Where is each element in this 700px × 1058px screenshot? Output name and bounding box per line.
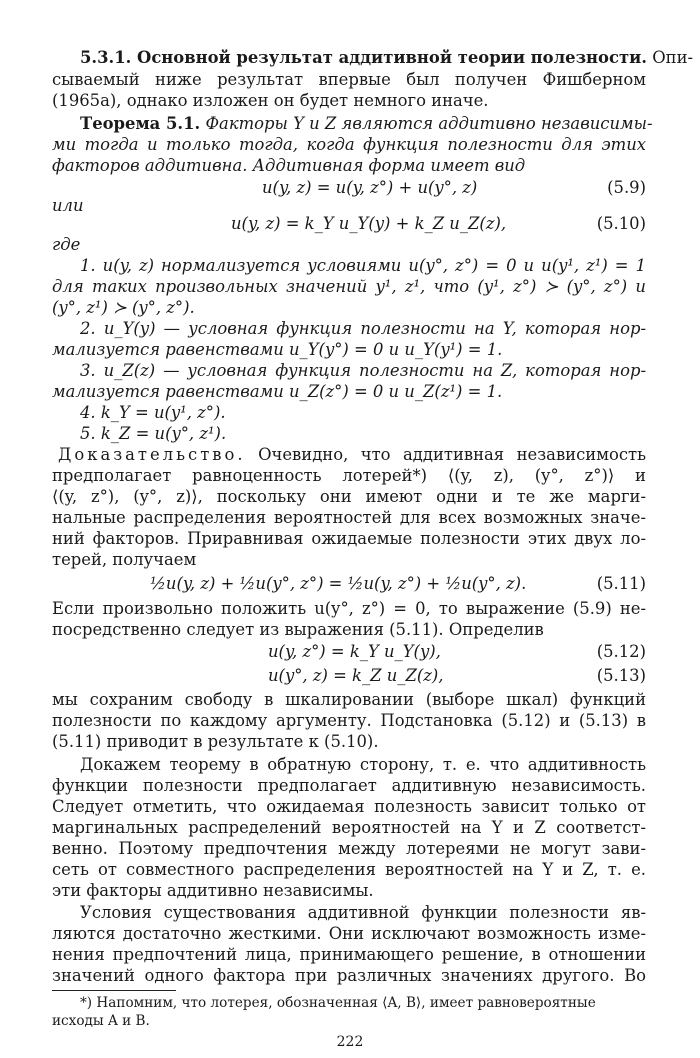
equation-number: (5.9) <box>607 178 646 197</box>
footnote-rule <box>52 990 176 991</box>
equation-5-9: u(y, z) = u(y, z°) + u(y°, z) <box>262 178 478 197</box>
text-line: ний факторов. Приравнивая ожидаемые полезности этих двух ло- <box>52 529 646 548</box>
footnote-line: *) Напомним, что лотерея, обозначенная ⟨A, B⟩, имеет равновероятные <box>80 995 596 1011</box>
text-line: полезности по каждому аргументу. Подстановка (5.12) и (5.13) в <box>52 711 646 730</box>
text-line: нения предпочтений лица, принимающего решение, в отношении <box>52 945 646 964</box>
text-line: нальные распределения вероятностей для всех возможных значе- <box>52 508 646 527</box>
condition-item: 4. k_Y = u(y¹, z°). <box>80 403 226 422</box>
text-line: венно. Поэтому предпочтения между лотереями не могут зави- <box>52 839 646 858</box>
equation-5-13: u(y°, z) = k_Z u_Z(z), <box>268 666 444 685</box>
text-line: Докажем теорему в обратную сторону, т. е. что аддитивность <box>80 755 646 774</box>
text-line: (5.11) приводит в результате к (5.10). <box>52 732 379 751</box>
condition-item: мализуется равенствами u_Y(y°) = 0 и u_Y(y¹) = 1. <box>52 340 503 359</box>
equation-5-11: ½u(y, z) + ½u(y°, z°) = ½u(y, z°) + ½u(y°, z). <box>150 574 527 593</box>
connector-word: где <box>52 235 81 254</box>
text-line: значений одного фактора при различных значениях другого. Во <box>52 966 646 985</box>
text-line: маргинальных распределений вероятностей на Y и Z соответст- <box>52 818 646 837</box>
theorem-label: Теорема 5.1. <box>80 114 201 133</box>
text-line: ляются достаточно жесткими. Они исключают возможность изме- <box>52 924 646 943</box>
condition-item: (y°, z¹) ≻ (y°, z°). <box>52 298 195 317</box>
condition-item: 3. u_Z(z) — условная функция полезности на Z, которая нор- <box>80 361 646 380</box>
connector-word: или <box>52 196 84 215</box>
proof-line: Доказательство. Очевидно, что аддитивная независимость <box>58 445 646 464</box>
page-number: 222 <box>336 1034 364 1050</box>
proof-label: Доказательство. <box>58 445 246 464</box>
equation-number: (5.13) <box>596 666 646 685</box>
footnote-line: исходы A и B. <box>52 1013 150 1029</box>
section-heading: 5.3.1. Основной результат аддитивной теории полезности. <box>80 48 647 67</box>
section-heading-line: 5.3.1. Основной результат аддитивной теории полезности. Опи- <box>80 48 694 67</box>
condition-item: для таких произвольных значений y¹, z¹, что (y¹, z°) ≻ (y°, z°) и <box>52 277 646 296</box>
equation-number: (5.10) <box>596 214 646 233</box>
text-line: Если произвольно положить u(y°, z°) = 0, то выражение (5.9) не- <box>52 599 646 618</box>
text-line: сеть от совместного распределения вероятностей на Y и Z, т. е. <box>52 860 646 879</box>
text-line: функции полезности предполагает аддитивную независимость. <box>52 776 646 795</box>
text-line: (1965а), однако изложен он будет немного иначе. <box>52 91 489 110</box>
condition-item: 1. u(y, z) нормализуется условиями u(y°, z°) = 0 и u(y¹, z¹) = 1 <box>80 256 646 275</box>
theorem-line: факторов аддитивна. Аддитивная форма имеет вид <box>52 156 526 175</box>
equation-number: (5.11) <box>596 574 646 593</box>
text-line: Следует отметить, что ожидаемая полезность зависит только от <box>52 797 646 816</box>
equation-number: (5.12) <box>596 642 646 661</box>
condition-item: 5. k_Z = u(y°, z¹). <box>80 424 227 443</box>
text-line: мы сохраним свободу в шкалировании (выборе шкал) функций <box>52 690 646 709</box>
text-line: терей, получаем <box>52 550 197 569</box>
text-line: ⟨(y, z°), (y°, z)⟩, поскольку они имеют одни и те же марги- <box>52 487 646 506</box>
condition-item: мализуется равенствами u_Z(z°) = 0 и u_Z(z¹) = 1. <box>52 382 503 401</box>
theorem-line: ми тогда и только тогда, когда функция полезности для этих <box>52 135 646 154</box>
text-line: посредственно следует из выражения (5.11). Определив <box>52 620 544 639</box>
text-line: предполагает равноценность лотерей*) ⟨(y, z), (y°, z°)⟩ и <box>52 466 646 485</box>
condition-item: 2. u_Y(y) — условная функция полезности на Y, которая нор- <box>80 319 646 338</box>
equation-5-10: u(y, z) = k_Y u_Y(y) + k_Z u_Z(z), <box>231 214 507 233</box>
text-line: сываемый ниже результат впервые был получен Фишберном <box>52 70 646 89</box>
text-line: эти факторы аддитивно независимы. <box>52 881 374 900</box>
theorem-line: Теорема 5.1. Факторы Y и Z являются аддитивно независимы- <box>80 114 653 133</box>
text-line: Условия существования аддитивной функции полезности яв- <box>80 903 646 922</box>
equation-5-12: u(y, z°) = k_Y u_Y(y), <box>268 642 441 661</box>
